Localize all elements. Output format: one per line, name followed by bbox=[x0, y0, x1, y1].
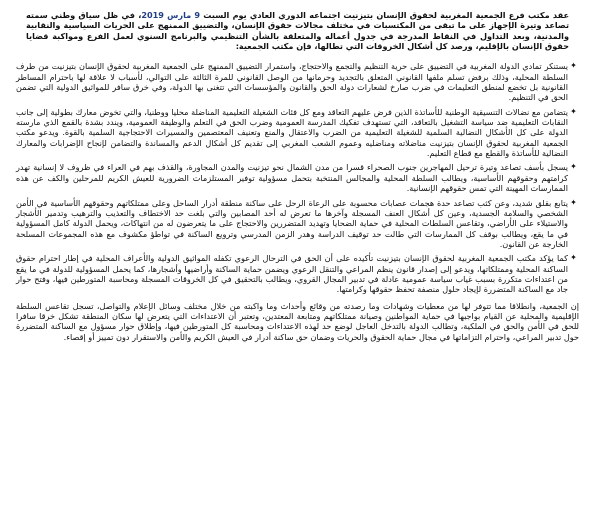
decision-text: يتضامن مع نضالات التنسيقية الوطنية للأساتذة الذين فرض عليهم التعاقد ومع كل فئات الشغيلة التعليمية المناضلة محليا ووطنيا، والتي تخوض معارك بطولية إلى جانب النقابات التعليمية ضد سياسة التشغيل بالتعاقد، التي تستهدف تفكيك المدرسة العمومية وضرب الحق في التعلم والوظيفة العمومية، ويندد بشدة بالقمع الذي مارسته الدولة على كل الأشكال النضالية السلمية للشغيلة التعليمية من الضرب والاعتقال والمنع وتعنيف المعتصمين والمسيرات الاحتجاجية السلمية بالقوة. ويدعو مكتب الجمعية المغربية لحقوق الإنسان بتيزنيت مناضلاته ومناضليه وعموم الشعب المغربي إلى تقديم كل أشكال الدعم والمساندة والتضامن لإنجاح الإضرابات والمعارك النضالية للأساتذة والقطع مع قطاع التعليم. bbox=[16, 106, 568, 159]
bullet-icon: ✦ bbox=[570, 162, 577, 172]
decision-text: يستنكر تمادي الدولة المغربية في التضييق على حرية التنظيم والتجمع والاحتجاج، واستمرار التضييق الممنهج على الجمعية المغربية لحقوق الإنسان بتيزنيت من طرف السلطة المحلية، وذلك برفض تسلم ملفها القانوني المتعلق بالتجديد وحرمانها من الوصل القانوني للمرة الثالثة على التوالي، لأسباب لا علاقة لها باحترام المساطر القانونية بل تخضع لمنطق التعليمات في ضرب صارخ لشعارات دولة الحق والقانون والمؤسسات التي تتغنى بها الدولة، وفي خرق سافر للمواثيق الدولية التي تضمن الحق في التنظيم. bbox=[16, 61, 568, 103]
intro-text-after-date: ، في ظل سياق وطني سمته تصاعد وتيرة الإجهاز على ما تبقى من المكتسبات في مختلف مجالات حقوق الإنسان، والتضييق الممنهج على الحريات السياسية والنقابية والمدنية، وبعد التداول في النقاط المدرجة في جدول أعماله والمتعلقة بالشأن التنظيمي والبرنامج السنوي لعمل الفرع ومواكبة قضايا حقوق الإنسان بالإقليم، ورصد كل أشكال الخروقات التي تطالها، فإن مكتب الجمعية: bbox=[26, 10, 569, 52]
bullet-icon: ✦ bbox=[570, 197, 577, 207]
decision-item bbox=[16, 61, 579, 102]
decision-item bbox=[16, 107, 579, 159]
bullet-icon: ✦ bbox=[570, 61, 577, 71]
intro-paragraph bbox=[26, 10, 569, 51]
bullet-icon: ✦ bbox=[570, 253, 577, 263]
intro-text-before-date: عقد مكتب فرع الجمعية المغربية لحقوق الإنسان بتيزنيت اجتماعه الدوري العادي يوم السبت bbox=[200, 10, 569, 20]
bullet-icon: ✦ bbox=[570, 106, 577, 116]
decision-item bbox=[16, 253, 579, 294]
closing-paragraph: إن الجمعية، وانطلاقا مما تتوفر لها من معطيات وشهادات وما رصدته من وقائع وأحداث وما واكبته من خلال مختلف وسائل الإعلام والتواصل، تسجل تقاعس السلطة الإقليمية والمحلية عن القيام بواجبها في حماية المواطنين وصيانة ممتلكاتهم ومتابعة المعتدين، وتعتبر أن الاعتداءات التي يتعرض لها سكان المنطقة تشكل خرقا سافرا للحق في الأمن والحق في الملكية، وتطالب الدولة بالتدخل العاجل لوضع حد لهذه الاعتداءات ومحاسبة كل المتورطين فيها، وإطلاق حوار مسؤول مع الساكنة المتضررة حول تدبير المراعي، واحترام التزاماتها في مجال حماية الحقوق والحريات وضمان حق ساكنة أدرار في العيش الكريم والأمن والاستقرار دون تمييز أو إقصاء. bbox=[16, 300, 579, 342]
decision-text: يسجل بأسف تصاعد وتيرة ترحيل المهاجرين جنوب الصحراء قسرا من مدن الشمال نحو تيزنيت والمدن المجاورة، والقذف بهم في العراء في ظروف لا إنسانية تهدر كرامتهم وحقوقهم الأساسية، ويطالب السلطة المحلية والمجالس المنتخبة بتحمل مسؤولية توفير المستلزمات الضرورية للعيش الكريم للمرحلين والكف عن هذه الممارسات المهينة التي تمس حقوقهم الإنسانية. bbox=[16, 162, 568, 194]
decisions-list bbox=[16, 61, 579, 294]
decision-item bbox=[16, 162, 579, 193]
decision-item bbox=[16, 198, 579, 250]
meeting-date: 9 مارس 2019 bbox=[141, 10, 201, 20]
decision-text: كما يؤكد مكتب الجمعية المغربية لحقوق الإنسان بتيزنيت تأكيده على أن الحق في الترحال الرعوي تكفله المواثيق الدولية والأعراف المحلية في إطار احترام حقوق الساكنة المحلية وممتلكاتها، ويدعو إلى إصدار قانون ينظم المراعي والتنقل الرعوي ويضمن حماية الساكنة وأراضيها وأشجارها، كما يحمل المسؤولية للدولة في ما يقع من اعتداءات متكررة بسبب غياب سياسة عمومية عادلة في تدبير المجال القروي، ويطالب بالتحقيق في كل الخروقات المسجلة ومحاسبة المتورطين فيها، وفتح حوار جاد مع الساكنة المتضررة لإيجاد حلول منصفة تحفظ حقوقها وكرامتها. bbox=[16, 253, 568, 295]
decision-text: يتابع بقلق شديد، وعن كثب تصاعد حدة هجمات عصابات محسوبة على الرعاة الرحل على ساكنة منطقة أدرار الساحل وعلى ممتلكاتهم وحقوقهم الأساسية في الأمن الشخصي والسلامة الجسدية، وعين كل أشكال العنف المسجلة وآخرها ما تعرض له أحد المصابين والتي بلغت حد الاختطاف والتعذيب والترهيب وتدمير الأشجار والاستيلاء على الأراضي، وتقاعس السلطات المحلية في حماية الضحايا وتهديد المتضررين والاحتجاج على ما يتعرضون له من انتهاكات، ويحمل الدولة كامل المسؤولية في ما يقع، ويطالب بوقف كل الممارسات التي طالت حد توقيف الدراسة وهدر الزمن المدرسي وترويع الساكنة في تواطؤ مكشوف مع هذه المجموعات المسلحة الخارجة عن القانون. bbox=[16, 197, 568, 249]
